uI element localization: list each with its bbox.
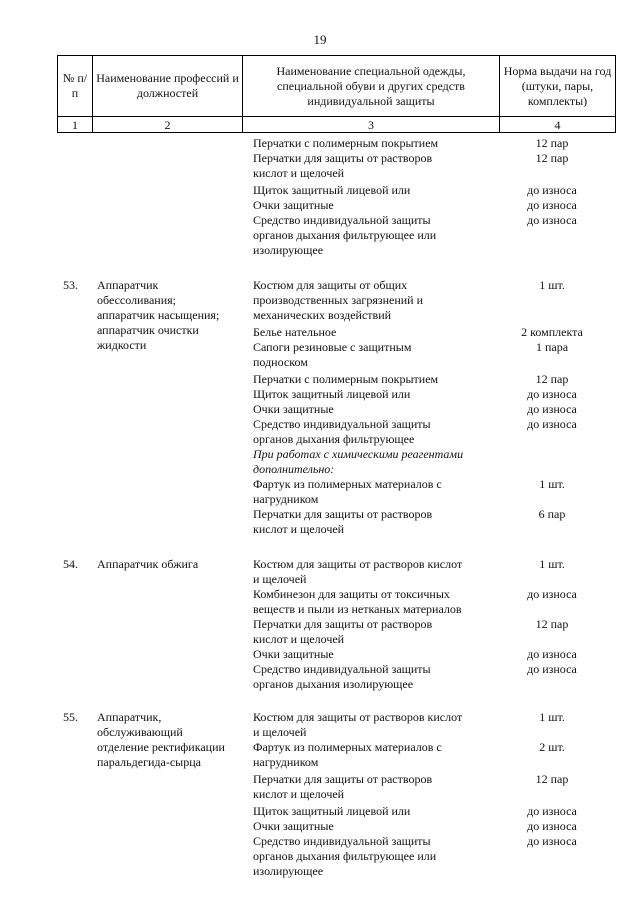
norm-value: 12 пар [535, 151, 569, 165]
equipment-item: изолирующее [253, 864, 324, 878]
equipment-item: При работах с химическими реагентами [253, 447, 464, 461]
equipment-item: Перчатки для защиты от растворов [253, 151, 433, 165]
norm-value: до износа [527, 819, 577, 833]
profession-name: паральдегида-сырца [97, 755, 201, 769]
column-index-2: 2 [93, 117, 243, 133]
profession-name: аппаратчик очистки [97, 323, 199, 337]
page-number: 19 [313, 32, 327, 47]
equipment-item: подноском [253, 355, 308, 369]
equipment-item: Перчатки для защиты от растворов [253, 617, 433, 631]
norm-value: до износа [527, 213, 577, 227]
equipment-item: Костюм для защиты от растворов кислот [253, 557, 463, 571]
table-header [57, 55, 616, 133]
equipment-item: Очки защитные [253, 198, 334, 212]
equipment-item: нагрудником [253, 492, 319, 506]
equipment-item: нагрудником [253, 755, 319, 769]
header-profession: Наименование профессий и должностей [93, 56, 243, 117]
norm-value: до износа [527, 402, 577, 416]
row-number: 53. [63, 278, 78, 292]
profession-name: обслуживающий [97, 725, 183, 739]
norm-value: 12 пар [535, 372, 569, 386]
profession-name: обессоливания; [97, 293, 177, 307]
equipment-item: Белье нательное [253, 325, 337, 339]
norm-value: до износа [527, 198, 577, 212]
equipment-item: кислот и щелочей [253, 787, 345, 801]
header-annual-norm: Норма выдачи на год (штуки, пары, комплекты) [500, 56, 616, 117]
norm-value: до износа [527, 662, 577, 676]
equipment-item: Очки защитные [253, 402, 334, 416]
equipment-item: Средство индивидуальной защиты [253, 417, 431, 431]
profession-name: Аппаратчик, [97, 710, 162, 724]
equipment-item: кислот и щелочей [253, 166, 345, 180]
equipment-item: Средство индивидуальной защиты [253, 834, 431, 848]
equipment-item: органов дыхания фильтрующее [253, 432, 415, 446]
equipment-item: Щиток защитный лицевой или [253, 387, 411, 401]
equipment-item: кислот и щелочей [253, 632, 345, 646]
equipment-item: Костюм для защиты от растворов кислот [253, 710, 463, 724]
profession-name: аппаратчик насыщения; [97, 308, 220, 322]
norm-value: до износа [527, 387, 577, 401]
equipment-item: Очки защитные [253, 647, 334, 661]
profession-name: Аппаратчик [97, 278, 159, 292]
column-index-4: 4 [500, 117, 616, 133]
equipment-item: Сапоги резиновые с защитным [253, 340, 412, 354]
norm-value: 2 комплекта [521, 325, 583, 339]
norm-value: 1 шт. [539, 710, 565, 724]
profession-name: жидкости [97, 338, 147, 352]
equipment-item: Перчатки с полимерным покрытием [253, 372, 439, 386]
equipment-item: Фартук из полимерных материалов с [253, 477, 442, 491]
row-number: 54. [63, 557, 78, 571]
norm-value: до износа [527, 804, 577, 818]
equipment-item: органов дыхания изолирующее [253, 677, 414, 691]
equipment-item: Перчатки для защиты от растворов [253, 507, 433, 521]
equipment-item: Очки защитные [253, 819, 334, 833]
profession-name: отделение ректификации [97, 740, 225, 754]
norm-value: до износа [527, 587, 577, 601]
equipment-item: Щиток защитный лицевой или [253, 183, 411, 197]
norm-value: 1 шт. [539, 278, 565, 292]
equipment-item: органов дыхания фильтрующее или [253, 228, 437, 242]
equipment-item: Костюм для защиты от общих [253, 278, 408, 292]
equipment-item: механических воздействий [253, 308, 392, 322]
header-number: № п/п [58, 56, 93, 117]
equipment-item: изолирующее [253, 243, 324, 257]
row-number: 55. [63, 710, 78, 724]
equipment-item: и щелочей [253, 572, 307, 586]
equipment-item: веществ и пыли из нетканых материалов [253, 602, 462, 616]
norm-value: до износа [527, 183, 577, 197]
equipment-item: кислот и щелочей [253, 522, 345, 536]
equipment-item: Комбинезон для защиты от токсичных [253, 587, 450, 601]
norm-value: 12 пар [535, 617, 569, 631]
norm-value: 2 шт. [539, 740, 565, 754]
norm-value: 6 пар [538, 507, 566, 521]
norm-value: 12 пар [535, 136, 569, 150]
equipment-item: Средство индивидуальной защиты [253, 213, 431, 227]
norm-value: до износа [527, 647, 577, 661]
norm-value: 1 шт. [539, 477, 565, 491]
equipment-item: Перчатки для защиты от растворов [253, 772, 433, 786]
header-protective-equipment: Наименование специальной одежды, специальной обуви и других средств индивидуальной защиты [243, 56, 500, 117]
equipment-item: Фартук из полимерных материалов с [253, 740, 442, 754]
equipment-item: Перчатки с полимерным покрытием [253, 136, 439, 150]
profession-name: Аппаратчик обжига [97, 557, 199, 571]
norm-value: 1 шт. [539, 557, 565, 571]
norm-value: до износа [527, 417, 577, 431]
equipment-item: Средство индивидуальной защиты [253, 662, 431, 676]
equipment-item: Щиток защитный лицевой или [253, 804, 411, 818]
equipment-item: дополнительно: [253, 462, 335, 476]
equipment-item: и щелочей [253, 725, 307, 739]
equipment-item: органов дыхания фильтрующее или [253, 849, 437, 863]
column-index-1: 1 [58, 117, 93, 133]
equipment-item: производственных загрязнений и [253, 293, 424, 307]
norm-value: 12 пар [535, 772, 569, 786]
norm-value: 1 пара [535, 340, 569, 354]
column-index-3: 3 [243, 117, 500, 133]
norm-value: до износа [527, 834, 577, 848]
